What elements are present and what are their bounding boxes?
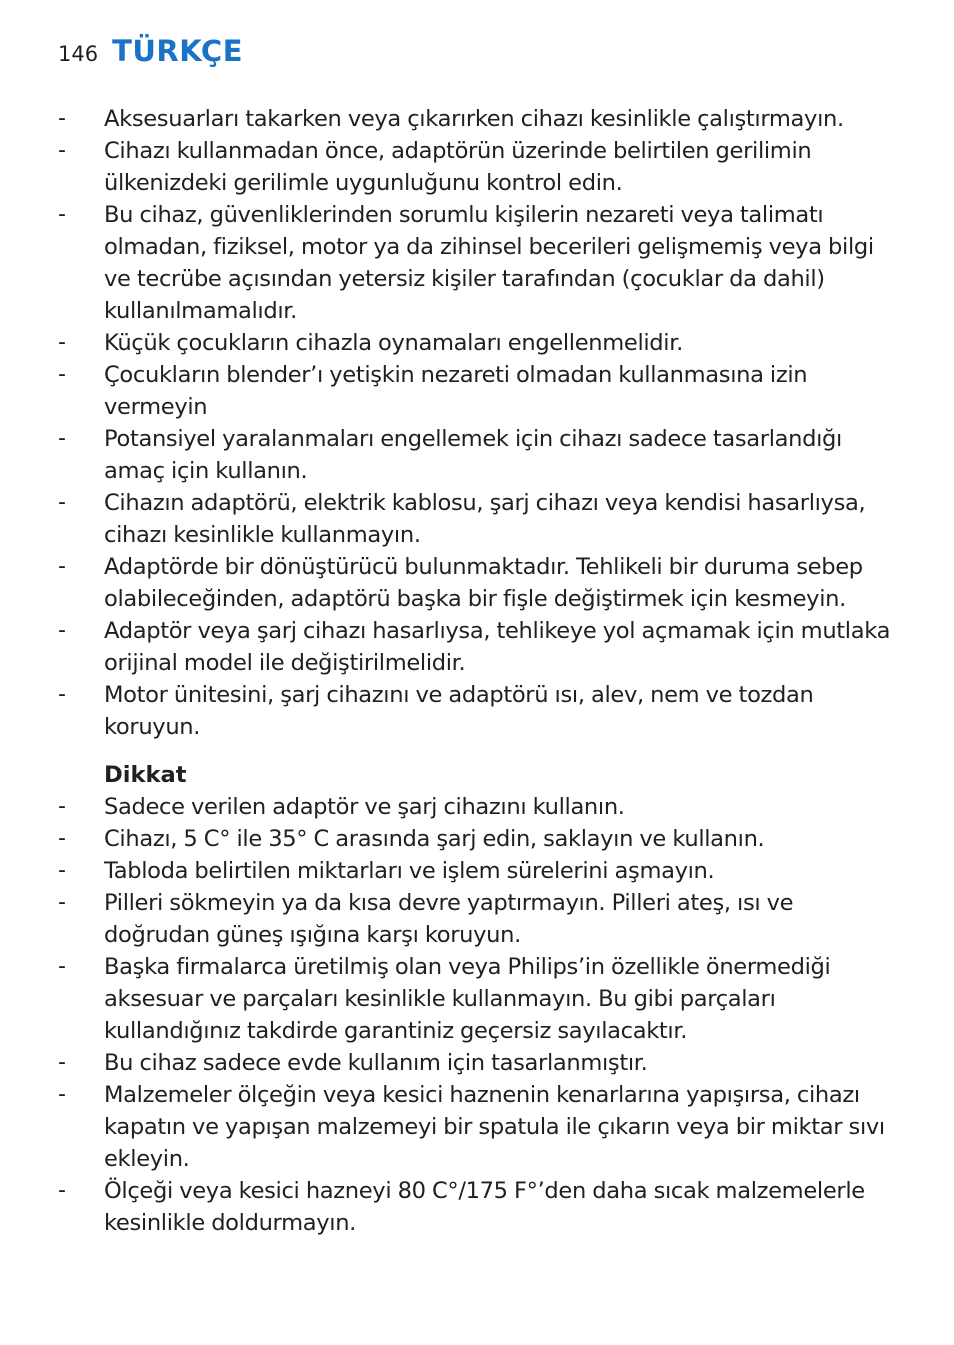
list-item bbox=[0, 791, 954, 823]
list-item-text: Potansiyel yaralanmaları engellemek için cihazı sadece tasarlandığı amaç için kullanın. bbox=[104, 426, 842, 484]
list-item-text: Cihazı kullanmadan önce, adaptörün üzerinde belirtilen gerilimin ülkenizdeki gerilimle uygunluğunu kontrol edin. bbox=[104, 138, 812, 196]
bullet-dash: - bbox=[58, 1050, 66, 1075]
caution-list bbox=[0, 791, 954, 1239]
bullet-dash: - bbox=[58, 330, 66, 355]
list-item-text: Motor ünitesini, şarj cihazını ve adaptörü ısı, alev, nem ve tozdan koruyun. bbox=[104, 682, 814, 740]
bullet-dash: - bbox=[58, 618, 66, 643]
list-item bbox=[0, 103, 954, 135]
bullet-dash: - bbox=[58, 1082, 66, 1107]
list-item-text: Başka firmalarca üretilmiş olan veya Philips’in özellikle önermediği aksesuar ve parçaları kesinlikle kullanmayın. Bu gibi parçaları kullandığınız takdirde garantiniz geçersiz sayılacaktır. bbox=[104, 954, 831, 1044]
bullet-dash: - bbox=[58, 554, 66, 579]
list-item-text: Sadece verilen adaptör ve şarj cihazını kullanın. bbox=[104, 794, 625, 820]
bullet-dash: - bbox=[58, 106, 66, 131]
list-item bbox=[0, 855, 954, 887]
bullet-dash: - bbox=[58, 682, 66, 707]
list-item bbox=[0, 1047, 954, 1079]
list-item bbox=[0, 823, 954, 855]
list-item-text: Tabloda belirtilen miktarları ve işlem sürelerini aşmayın. bbox=[104, 858, 715, 884]
list-item bbox=[0, 423, 954, 487]
list-item bbox=[0, 551, 954, 615]
bullet-dash: - bbox=[58, 138, 66, 163]
list-item-text: Cihazın adaptörü, elektrik kablosu, şarj cihazı veya kendisi hasarlıysa, cihazı kesinlikle kullanmayın. bbox=[104, 490, 866, 548]
list-item-text: Adaptörde bir dönüştürücü bulunmaktadır. Tehlikeli bir duruma sebep olabileceğinden, adaptörü başka bir fişle değiştirmek için kesmeyin. bbox=[104, 554, 863, 612]
bullet-dash: - bbox=[58, 826, 66, 851]
bullet-dash: - bbox=[58, 202, 66, 227]
list-item-text: Bu cihaz, güvenliklerinden sorumlu kişilerin nezareti veya talimatı olmadan, fiziksel, motor ya da zihinsel becerileri gelişmemiş veya bilgi ve tecrübe açısından yetersiz kişiler tarafından (çocuklar da dahil) kullanılmamalıdır. bbox=[104, 202, 874, 324]
caution-heading: Dikkat bbox=[104, 762, 187, 788]
list-item-text: Küçük çocukların cihazla oynamaları engellenmelidir. bbox=[104, 330, 683, 356]
list-item bbox=[0, 615, 954, 679]
list-item-text: Malzemeler ölçeğin veya kesici haznenin kenarlarına yapışırsa, cihazı kapatın ve yapışan malzemeyi bir spatula ile çıkarın veya bir miktar sıvı ekleyin. bbox=[104, 1082, 885, 1172]
page-header bbox=[58, 34, 243, 74]
list-item bbox=[0, 887, 954, 951]
bullet-dash: - bbox=[58, 426, 66, 451]
list-item-text: Aksesuarları takarken veya çıkarırken cihazı kesinlikle çalıştırmayın. bbox=[104, 106, 844, 132]
list-item-text: Adaptör veya şarj cihazı hasarlıysa, tehlikeye yol açmamak için mutlaka orijinal model ile değiştirilmelidir. bbox=[104, 618, 891, 676]
list-item bbox=[0, 135, 954, 199]
bullet-dash: - bbox=[58, 954, 66, 979]
list-item-text: Bu cihaz sadece evde kullanım için tasarlanmıştır. bbox=[104, 1050, 648, 1076]
list-item bbox=[0, 951, 954, 1047]
warning-list bbox=[0, 103, 954, 743]
list-item bbox=[0, 199, 954, 327]
list-item bbox=[0, 487, 954, 551]
list-item bbox=[0, 1079, 954, 1175]
list-item-text: Çocukların blender’ı yetişkin nezareti olmadan kullanmasına izin vermeyin bbox=[104, 362, 808, 420]
list-item-text: Cihazı, 5 C° ile 35° C arasında şarj edin, saklayın ve kullanın. bbox=[104, 826, 765, 852]
bullet-dash: - bbox=[58, 1178, 66, 1203]
bullet-dash: - bbox=[58, 362, 66, 387]
language-section-title: TÜRKÇE bbox=[112, 34, 244, 68]
bullet-dash: - bbox=[58, 890, 66, 915]
bullet-dash: - bbox=[58, 794, 66, 819]
list-item bbox=[0, 679, 954, 743]
list-item bbox=[0, 1175, 954, 1239]
list-item-text: Pilleri sökmeyin ya da kısa devre yaptırmayın. Pilleri ateş, ısı ve doğrudan güneş ışığına karşı koruyun. bbox=[104, 890, 794, 948]
bullet-dash: - bbox=[58, 858, 66, 883]
page-number: 146 bbox=[58, 42, 99, 66]
list-item bbox=[0, 359, 954, 423]
list-item-text: Ölçeği veya kesici hazneyi 80 C°/175 F°’den daha sıcak malzemelerle kesinlikle doldurmayın. bbox=[104, 1178, 865, 1236]
list-item bbox=[0, 327, 954, 359]
bullet-dash: - bbox=[58, 490, 66, 515]
